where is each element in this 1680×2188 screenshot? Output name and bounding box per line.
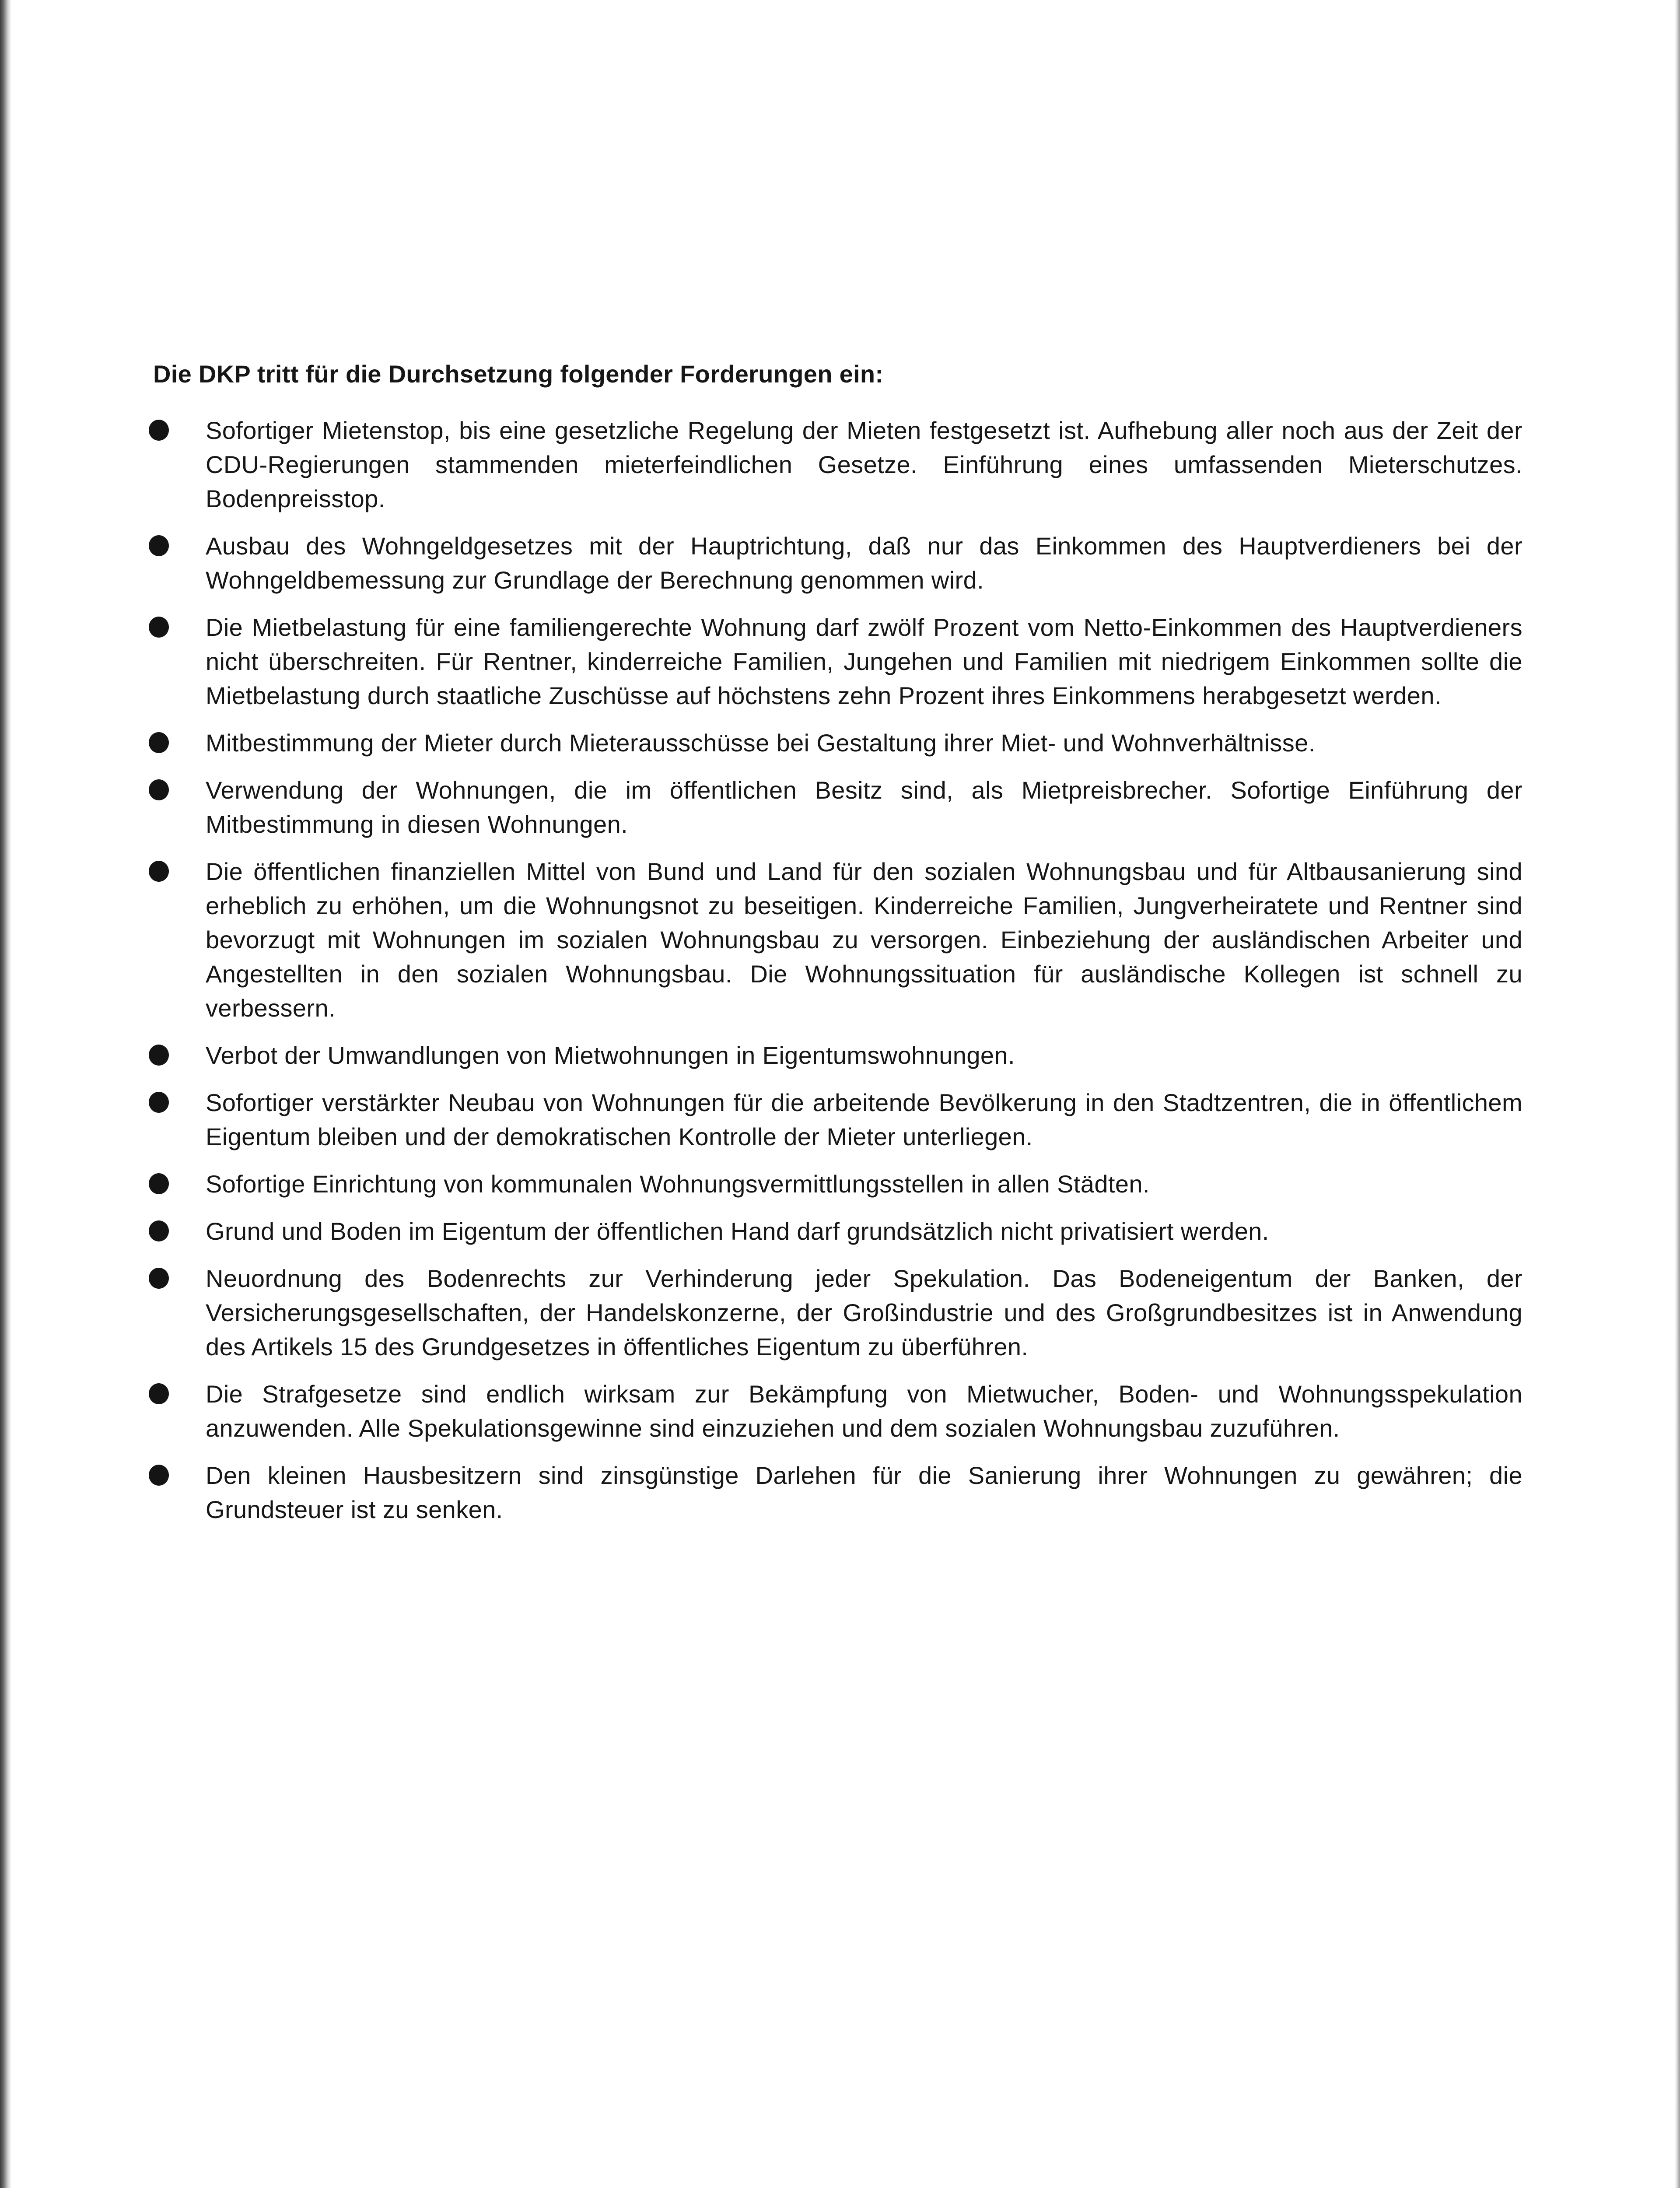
demand-item [149,529,1522,597]
demand-text: Ausbau des Wohngeldgesetzes mit der Hauptrichtung, daß nur das Einkommen des Hauptverdieners bei der Wohngeldbemessung zur Grundlage der Berechnung genommen wird. [206,532,1522,594]
demand-text: Mitbestimmung der Mieter durch Mieterausschüsse bei Gestaltung ihrer Miet- und Wohnverhältnisse. [206,729,1316,757]
bullet-dot-icon [149,861,169,882]
demand-text: Den kleinen Hausbesitzern sind zinsgünstige Darlehen für die Sanierung ihrer Wohnungen zu gewähren; die Grundsteuer ist zu senken. [206,1462,1522,1523]
demand-text: Sofortiger Mietenstop, bis eine gesetzliche Regelung der Mieten festgesetzt ist. Aufhebung aller noch aus der Zeit der CDU-Regierungen stammenden mieterfeindlichen Gesetze. Einführung eines umfassenden Mieterschutzes. Bodenpreisstop. [206,417,1522,512]
demand-item [149,1167,1522,1201]
demand-text: Sofortige Einrichtung von kommunalen Wohnungsvermittlungsstellen in allen Städten. [206,1170,1150,1198]
demand-item [149,1262,1522,1364]
demand-text: Die öffentlichen finanziellen Mittel von Bund und Land für den sozialen Wohnungsbau und für Altbausanierung sind erheblich zu erhöhen, um die Wohnungsnot zu beseitigen. Kinderreiche Familien, Jungverheiratete und Rentner sind bevorzugt mit Wohnungen im sozialen Wohnungsbau zu versorgen. Einbeziehung der ausländischen Arbeiter und Angestellten in den sozialen Wohnungsbau. Die Wohnungssituation für ausländische Kollegen ist schnell zu verbessern. [206,858,1522,1022]
demand-item [149,773,1522,842]
bullet-dot-icon [149,1173,169,1194]
scan-edge-right [1675,0,1680,2188]
bullet-dot-icon [149,617,169,638]
demand-item [149,855,1522,1025]
demand-text: Sofortiger verstärkter Neubau von Wohnungen für die arbeitende Bevölkerung in den Stadtzentren, die in öffentlichem Eigentum bleiben und der demokratischen Kontrolle der Mieter unterliegen. [206,1089,1522,1150]
bullet-dot-icon [149,779,169,800]
bullet-dot-icon [149,1045,169,1066]
demand-item [149,610,1522,713]
demand-item [149,1377,1522,1445]
demand-text: Die Strafgesetze sind endlich wirksam zur Bekämpfung von Mietwucher, Boden- und Wohnungsspekulation anzuwenden. Alle Spekulationsgewinne sind einzuziehen und dem sozialen Wohnungsbau zuzuführen. [206,1380,1522,1442]
demand-item [149,1459,1522,1527]
demand-text: Die Mietbelastung für eine familiengerechte Wohnung darf zwölf Prozent vom Netto-Einkommen des Hauptverdieners nicht überschreiten. Für Rentner, kinderreiche Familien, Jungehen und Familien mit niedrigem Einkommen sollte die Mietbelastung durch staatliche Zuschüsse auf höchstens zehn Prozent ihres Einkommens herabgesetzt werden. [206,614,1522,709]
demand-text: Verwendung der Wohnungen, die im öffentlichen Besitz sind, als Mietpreisbrecher. Sofortige Einführung der Mitbestimmung in diesen Wohnungen. [206,776,1522,838]
demand-text: Grund und Boden im Eigentum der öffentlichen Hand darf grundsätzlich nicht privatisiert werden. [206,1217,1269,1245]
demand-item [149,1086,1522,1154]
demand-item [149,414,1522,516]
demand-text: Neuordnung des Bodenrechts zur Verhinderung jeder Spekulation. Das Bodeneigentum der Banken, der Versicherungsgesellschaften, der Handelskonzerne, der Großindustrie und des Großgrundbesitzes ist in Anwendung des Artikels 15 des Grundgesetzes in öffentliches Eigentum zu überführen. [206,1265,1522,1360]
demand-text: Verbot der Umwandlungen von Mietwohnungen in Eigentumswohnungen. [206,1041,1015,1069]
bullet-dot-icon [149,420,169,441]
demand-item [149,1214,1522,1248]
demand-item [149,726,1522,760]
scan-edge-left [0,0,11,2188]
section-heading: Die DKP tritt für die Durchsetzung folgender Forderungen ein: [153,360,884,388]
bullet-dot-icon [149,1220,169,1241]
demand-item [149,1038,1522,1073]
bullet-dot-icon [149,1465,169,1486]
bullet-dot-icon [149,732,169,753]
bullet-dot-icon [149,1383,169,1404]
bullet-dot-icon [149,1268,169,1289]
bullet-dot-icon [149,535,169,556]
demands-list [149,414,1522,1540]
bullet-dot-icon [149,1092,169,1113]
